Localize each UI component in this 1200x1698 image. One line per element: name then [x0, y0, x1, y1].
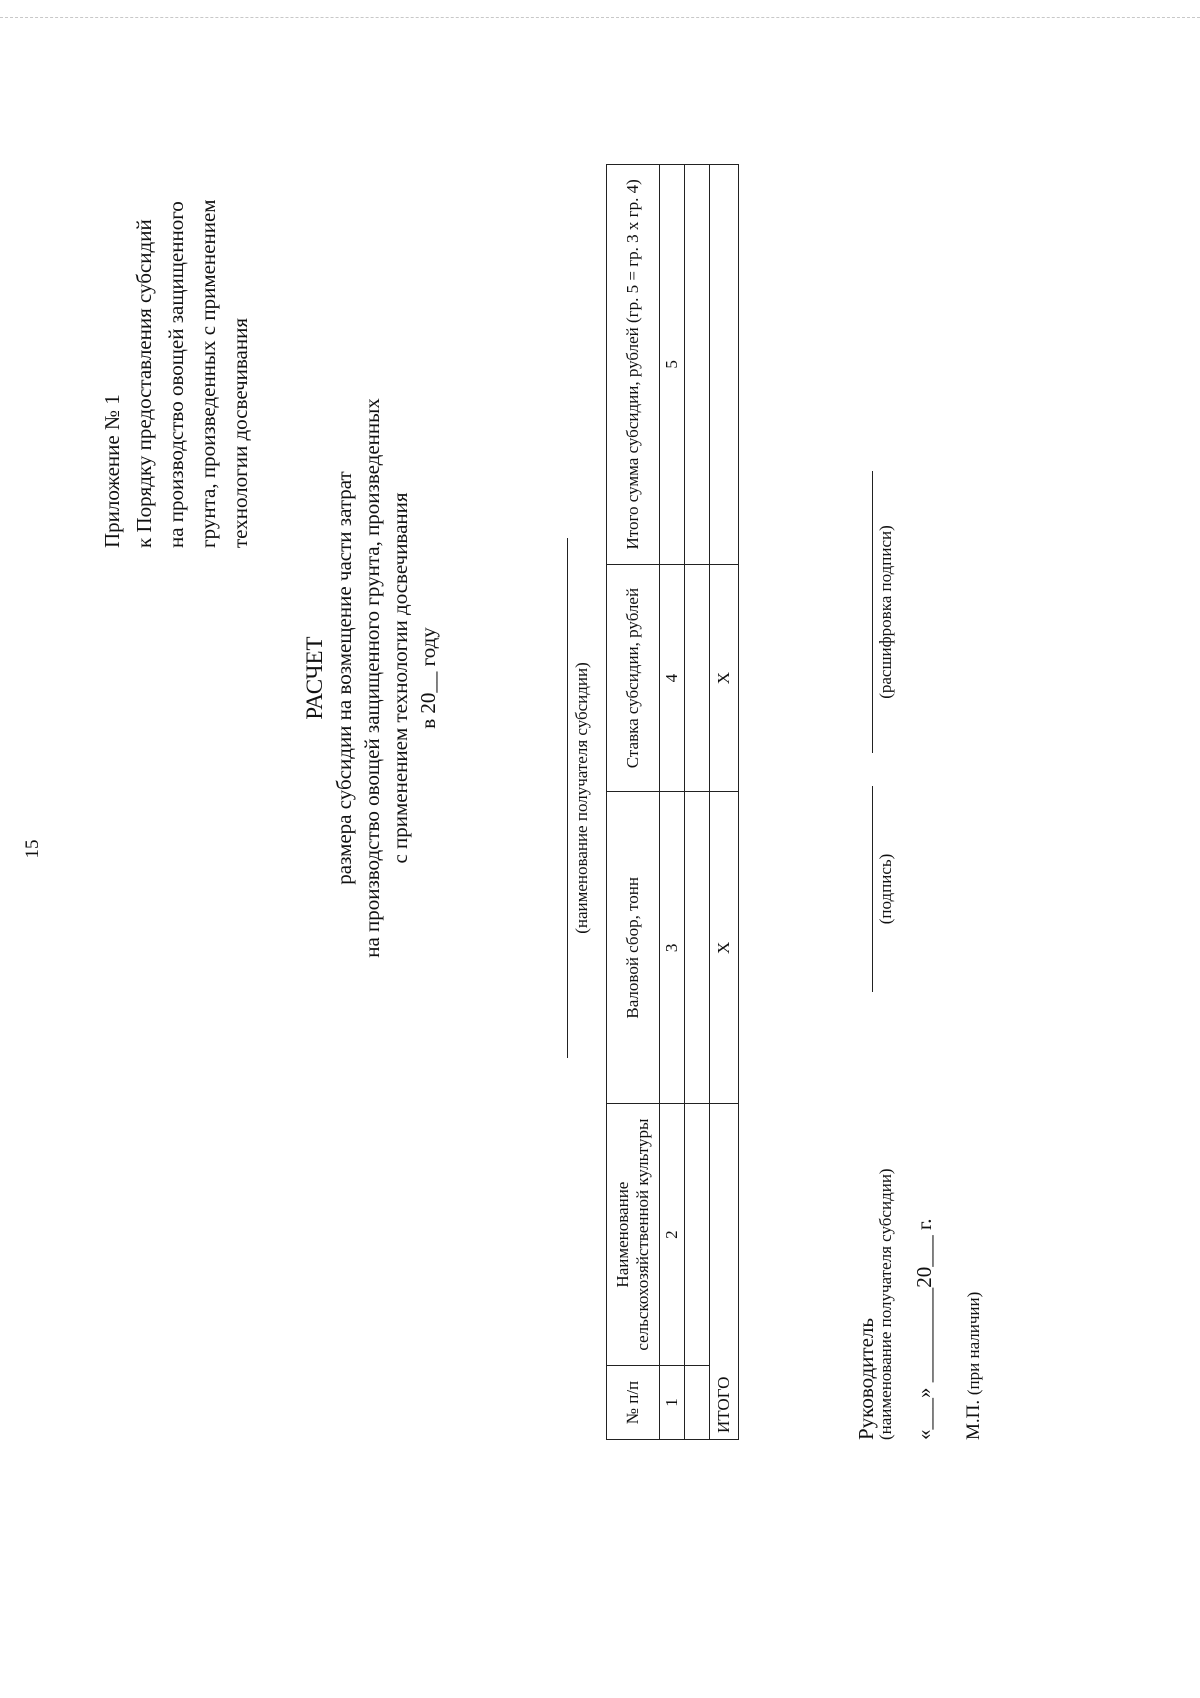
total-harvest-cell: Х: [710, 792, 739, 1104]
head-label: Руководитель: [854, 1318, 878, 1440]
head-caption: (наименование получателя субсидии): [876, 1168, 895, 1440]
table-cell[interactable]: [685, 564, 710, 792]
stamp-note: (при наличии): [964, 1291, 983, 1396]
table-cell[interactable]: [685, 792, 710, 1104]
header-cell-number: № п/п: [607, 1366, 660, 1440]
document-title-block: [300, 358, 442, 998]
table-cell[interactable]: [685, 165, 710, 565]
total-label-cell: ИТОГО: [710, 1104, 739, 1440]
appendix-line: на производство овощей защищенного: [164, 201, 188, 548]
header-cell-total: Итого сумма субсидии, рублей (гр. 5 = гр. 3 х гр. 4): [607, 165, 660, 565]
signature-field[interactable]: [872, 786, 873, 992]
table-cell[interactable]: [685, 1366, 710, 1440]
table-row: [660, 165, 685, 1440]
recipient-caption: (наименование получателя субсидии): [572, 662, 591, 934]
table-cell[interactable]: [685, 1104, 710, 1366]
title-year: в 20__ году: [416, 627, 440, 729]
signature-decode-caption: (расшифровка подписи): [876, 525, 895, 699]
column-number-cell: 2: [660, 1104, 685, 1366]
signature-decode-field[interactable]: [872, 471, 873, 753]
title-line-1: размера субсидии на возмещение части затрат: [332, 471, 356, 885]
column-number-cell: 5: [660, 165, 685, 565]
total-rate-cell: Х: [710, 564, 739, 792]
table-header-row: [607, 165, 660, 1440]
column-number-cell: 1: [660, 1366, 685, 1440]
title-line-2: на производство овощей защищенного грунта, произведенных: [360, 398, 384, 958]
table-row: [685, 165, 710, 1440]
stamp-line: [963, 1292, 985, 1440]
total-sum-cell[interactable]: [710, 165, 739, 565]
header-cell-harvest: Валовой сбор, тонн: [607, 792, 660, 1104]
recipient-name-field[interactable]: [567, 538, 568, 1058]
column-number-cell: 4: [660, 564, 685, 792]
table-total-row: [710, 165, 739, 1440]
date-field[interactable]: «___» _________20___ г.: [912, 1218, 936, 1440]
document-title: РАСЧЕТ: [302, 636, 327, 720]
signature-caption: (подпись): [876, 853, 895, 925]
header-cell-rate: Ставка субсидии, рублей: [607, 564, 660, 792]
title-line-3: с применением технологии досвечивания: [388, 492, 412, 864]
appendix-line: технологии досвечивания: [228, 317, 252, 548]
appendix-block: [96, 0, 256, 548]
calculation-table: [606, 164, 739, 1440]
column-number-cell: 3: [660, 792, 685, 1104]
page-number: 15: [22, 839, 43, 859]
header-cell-crop: Наименование сельскохозяйственной культуры: [607, 1104, 660, 1366]
appendix-line: Приложение № 1: [100, 394, 124, 548]
appendix-line: грунта, произведенных с применением: [196, 199, 220, 548]
appendix-line: к Порядку предоставления субсидий: [132, 219, 156, 548]
stamp-label: М.П.: [963, 1399, 984, 1440]
